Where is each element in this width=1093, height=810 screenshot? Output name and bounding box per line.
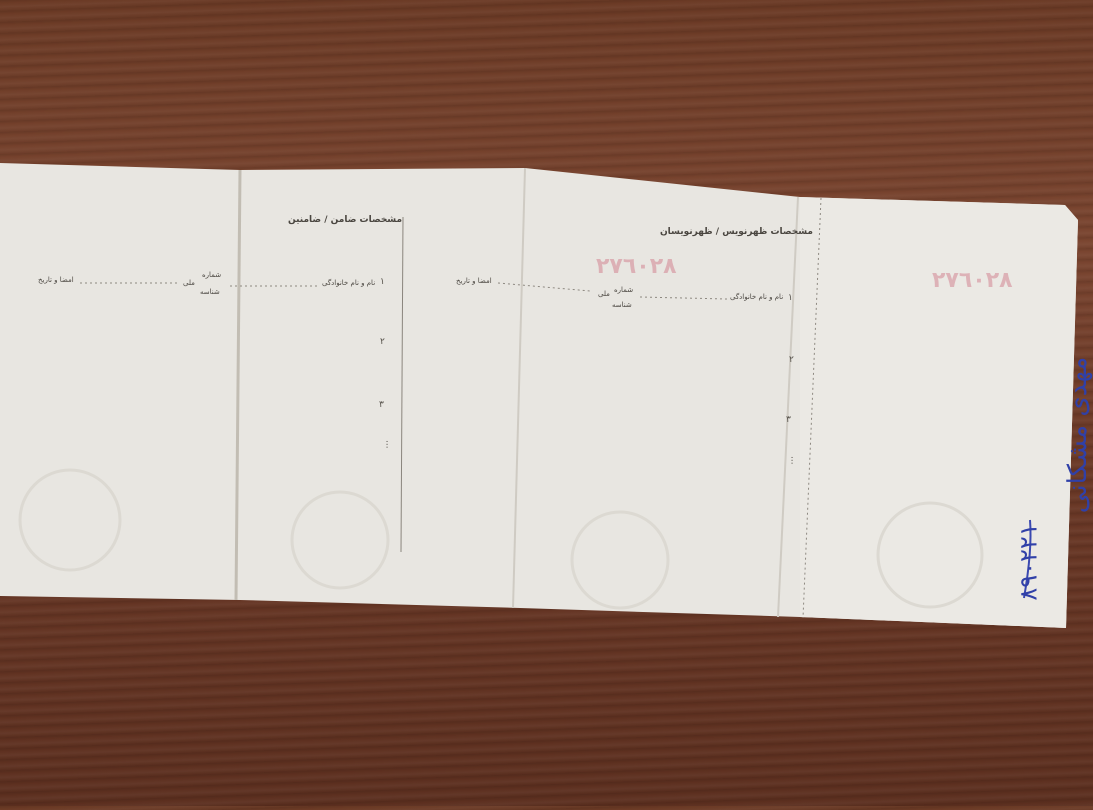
left-row3-number: ٣	[379, 400, 384, 410]
right-name-label: نام و نام خانوادگی	[730, 293, 784, 301]
left-id-label-top: شماره	[202, 271, 222, 279]
right-id-label-mid: ملی	[598, 290, 610, 298]
left-sign-label: امضا و تاریخ	[38, 276, 74, 284]
left-row2-number: ٢	[380, 337, 385, 347]
handwritten-name: مهدی مشکانی	[1063, 356, 1093, 514]
serial-stamp-right: ٢٧٦٠٢٨	[932, 268, 1013, 293]
right-row3-number: ٣	[786, 415, 791, 425]
right-row1-number: ١	[788, 293, 793, 303]
left-name-label: نام و نام خانوادگی	[322, 279, 376, 287]
left-id-label-mid: ملی	[183, 279, 195, 287]
endorser-header: مشخصات ظهرنویس / ظهرنویسان	[660, 227, 813, 237]
left-id-label-bottom: شناسه	[200, 288, 220, 296]
right-ellipsis: ···	[786, 456, 796, 465]
left-row1-number: ١	[380, 277, 385, 287]
right-id-label-top: شماره	[614, 286, 634, 294]
guarantor-header: مشخصات ضامن / ضامنین	[288, 215, 403, 225]
handwritten-number: ٨٩٠٢٢١	[1014, 523, 1043, 601]
serial-stamp-left: ٢٧٦٠٢٨	[596, 254, 677, 279]
right-sign-label: امضا و تاریخ	[456, 277, 492, 285]
right-row2-number: ٢	[789, 355, 794, 365]
left-ellipsis: ···	[381, 440, 391, 449]
right-id-label-bottom: شناسه	[612, 301, 632, 309]
